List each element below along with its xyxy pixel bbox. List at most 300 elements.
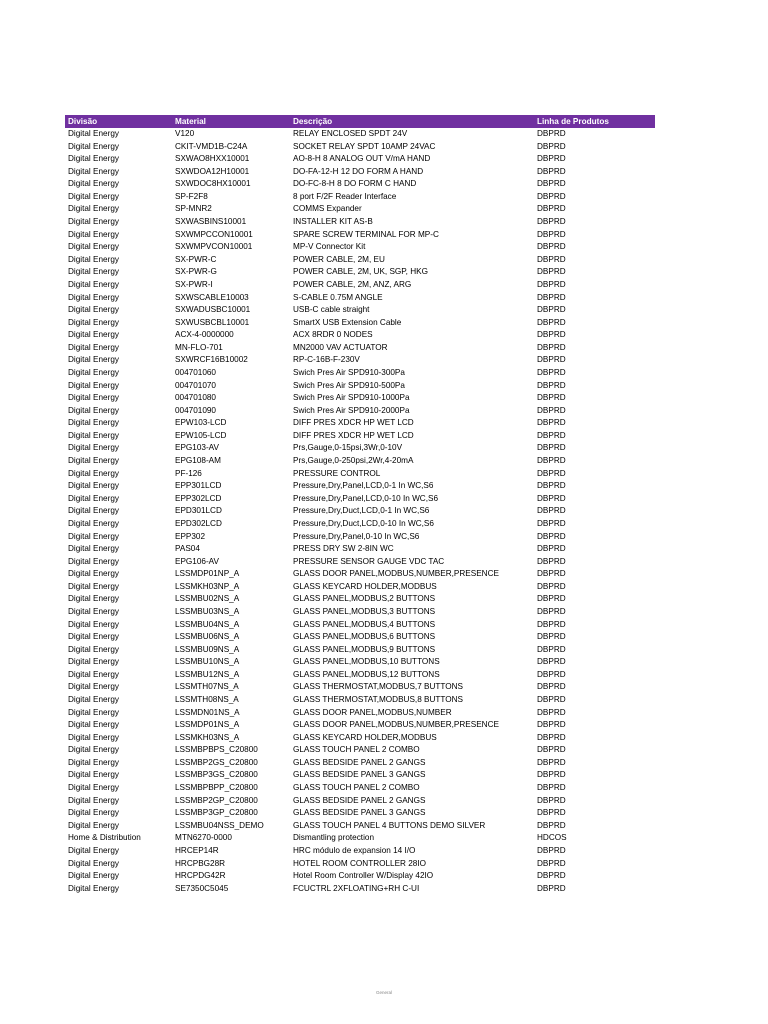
table-row [65,518,655,531]
cell-divisao: Digital Energy [68,380,119,390]
cell-descricao: DIFF PRES XDCR HP WET LCD [293,418,414,428]
table-row [65,266,655,279]
cell-linha-de-produtos: DBPRD [537,695,566,705]
cell-material: EPG108-AM [175,456,221,466]
cell-linha-de-produtos: DBPRD [537,330,566,340]
cell-divisao: Digital Energy [68,820,119,830]
cell-descricao: GLASS BEDSIDE PANEL 3 GANGS [293,808,426,818]
cell-linha-de-produtos: DBPRD [537,795,566,805]
cell-material: EPP302 [175,531,206,541]
cell-descricao: Swich Pres Air SPD910-1000Pa [293,393,410,403]
cell-material: SXWASBINS10001 [175,217,247,227]
cell-divisao: Digital Energy [68,481,119,491]
table-row [65,619,655,632]
cell-linha-de-produtos: DBPRD [537,871,566,881]
cell-divisao: Digital Energy [68,581,119,591]
cell-material: LSSMBP3GP_C20800 [175,808,258,818]
cell-linha-de-produtos: DBPRD [537,757,566,767]
cell-descricao: GLASS PANEL,MODBUS,3 BUTTONS [293,606,436,616]
cell-linha-de-produtos: DBPRD [537,154,566,164]
cell-descricao: GLASS PANEL,MODBUS,2 BUTTONS [293,594,436,604]
table-row [65,669,655,682]
cell-divisao: Digital Energy [68,795,119,805]
cell-material: MTN6270-0000 [175,833,232,843]
table-row [65,354,655,367]
table-row [65,568,655,581]
cell-linha-de-produtos: DBPRD [537,531,566,541]
cell-divisao: Digital Energy [68,569,119,579]
cell-divisao: Digital Energy [68,871,119,881]
cell-descricao: GLASS TOUCH PANEL 2 COMBO [293,783,420,793]
table-row [65,543,655,556]
cell-material: HRCPBG28R [175,858,226,868]
cell-linha-de-produtos: DBPRD [537,657,566,667]
table-row [65,707,655,720]
table-row [65,430,655,443]
table-row [65,845,655,858]
cell-descricao: GLASS TOUCH PANEL 2 COMBO [293,745,420,755]
table-row [65,782,655,795]
table-row [65,128,655,141]
cell-material: LSSMBU06NS_A [175,632,240,642]
cell-material: SX-PWR-C [175,254,217,264]
cell-material: LSSMBU09NS_A [175,644,240,654]
cell-descricao: MN2000 VAV ACTUATOR [293,342,388,352]
cell-divisao: Digital Energy [68,229,119,239]
table-row [65,317,655,330]
cell-linha-de-produtos: DBPRD [537,443,566,453]
cell-divisao: Digital Energy [68,430,119,440]
cell-material: EPW103-LCD [175,418,227,428]
table-row [65,380,655,393]
cell-divisao: Digital Energy [68,317,119,327]
table-header-row [65,115,655,128]
cell-linha-de-produtos: DBPRD [537,405,566,415]
cell-divisao: Digital Energy [68,594,119,604]
cell-linha-de-produtos: DBPRD [537,569,566,579]
cell-linha-de-produtos: DBPRD [537,669,566,679]
cell-divisao: Digital Energy [68,707,119,717]
cell-divisao: Digital Energy [68,393,119,403]
cell-material: SXWUSBCBL10001 [175,317,250,327]
header-linha-de-produtos: Linha de Produtos [537,117,609,126]
cell-material: LSSMBU03NS_A [175,606,240,616]
cell-material: LSSMDN01NS_A [175,707,240,717]
table-row [65,392,655,405]
cell-divisao: Digital Energy [68,732,119,742]
table-row [65,254,655,267]
cell-material: EPG106-AV [175,556,219,566]
cell-divisao: Digital Energy [68,669,119,679]
table-row [65,417,655,430]
table-row [65,342,655,355]
cell-descricao: ACX 8RDR 0 NODES [293,330,373,340]
table-row [65,883,655,896]
table-row [65,744,655,757]
cell-material: SXWRCF16B10002 [175,355,248,365]
cell-material: LSSMDP01NP_A [175,569,240,579]
cell-descricao: GLASS PANEL,MODBUS,6 BUTTONS [293,632,436,642]
table-row [65,581,655,594]
cell-material: LSSMBP2GP_C20800 [175,795,258,805]
cell-linha-de-produtos: DBPRD [537,481,566,491]
table-row [65,769,655,782]
cell-descricao: FCUCTRL 2XFLOATING+RH C-UI [293,883,420,893]
table-row [65,178,655,191]
table-row [65,203,655,216]
cell-linha-de-produtos: DBPRD [537,166,566,176]
cell-descricao: GLASS KEYCARD HOLDER,MODBUS [293,581,437,591]
cell-descricao: USB-C cable straight [293,305,370,315]
cell-divisao: Digital Energy [68,845,119,855]
cell-linha-de-produtos: DBPRD [537,254,566,264]
cell-descricao: Hotel Room Controller W/Display 42IO [293,871,434,881]
cell-descricao: GLASS DOOR PANEL,MODBUS,NUMBER,PRESENCE [293,720,499,730]
table-row [65,304,655,317]
table-body [65,128,655,895]
cell-descricao: Swich Pres Air SPD910-2000Pa [293,405,410,415]
cell-divisao: Digital Energy [68,267,119,277]
cell-material: 004701080 [175,393,216,403]
cell-divisao: Digital Energy [68,556,119,566]
cell-descricao: Pressure,Dry,Duct,LCD,0-1 In WC,S6 [293,506,430,516]
cell-descricao: GLASS PANEL,MODBUS,9 BUTTONS [293,644,436,654]
table-row [65,279,655,292]
cell-divisao: Digital Energy [68,657,119,667]
cell-divisao: Digital Energy [68,418,119,428]
cell-linha-de-produtos: DBPRD [537,506,566,516]
table-row [65,405,655,418]
cell-material: EPW105-LCD [175,430,227,440]
cell-linha-de-produtos: DBPRD [537,279,566,289]
cell-descricao: GLASS PANEL,MODBUS,12 BUTTONS [293,669,440,679]
table-row [65,141,655,154]
table-row [65,442,655,455]
cell-linha-de-produtos: DBPRD [537,229,566,239]
cell-divisao: Digital Energy [68,808,119,818]
cell-divisao: Digital Energy [68,279,119,289]
cell-descricao: GLASS BEDSIDE PANEL 3 GANGS [293,770,426,780]
cell-descricao: GLASS THERMOSTAT,MODBUS,7 BUTTONS [293,682,463,692]
cell-descricao: PRESS DRY SW 2-8IN WC [293,544,394,554]
table-row [65,757,655,770]
cell-descricao: GLASS BEDSIDE PANEL 2 GANGS [293,795,426,805]
cell-divisao: Digital Energy [68,783,119,793]
cell-descricao: 8 port F/2F Reader Interface [293,191,397,201]
cell-divisao: Digital Energy [68,141,119,151]
cell-material: 004701090 [175,405,216,415]
cell-descricao: GLASS THERMOSTAT,MODBUS,8 BUTTONS [293,695,463,705]
cell-linha-de-produtos: DBPRD [537,317,566,327]
cell-divisao: Digital Energy [68,355,119,365]
cell-divisao: Digital Energy [68,770,119,780]
table-row [65,468,655,481]
table-row [65,870,655,883]
cell-material: LSSMBPBPS_C20800 [175,745,258,755]
cell-divisao: Digital Energy [68,858,119,868]
cell-divisao: Digital Energy [68,619,119,629]
cell-descricao: Swich Pres Air SPD910-300Pa [293,367,405,377]
cell-divisao: Digital Energy [68,242,119,252]
cell-divisao: Digital Energy [68,883,119,893]
cell-material: SXWMPVCON10001 [175,242,253,252]
cell-material: SP-F2F8 [175,191,208,201]
cell-descricao: INSTALLER KIT AS-B [293,217,373,227]
cell-material: SXWMPCCON10001 [175,229,253,239]
cell-linha-de-produtos: DBPRD [537,619,566,629]
cell-descricao: GLASS DOOR PANEL,MODBUS,NUMBER [293,707,452,717]
cell-descricao: Pressure,Dry,Panel,0-10 In WC,S6 [293,531,420,541]
cell-divisao: Digital Energy [68,405,119,415]
cell-divisao: Digital Energy [68,191,119,201]
cell-material: PAS04 [175,544,200,554]
cell-divisao: Digital Energy [68,644,119,654]
table-row [65,832,655,845]
cell-material: SX-PWR-I [175,279,213,289]
cell-descricao: PRESSURE SENSOR GAUGE VDC TAC [293,556,445,566]
cell-linha-de-produtos: DBPRD [537,129,566,138]
cell-material: PF-126 [175,468,202,478]
cell-divisao: Digital Energy [68,695,119,705]
cell-descricao: GLASS PANEL,MODBUS,10 BUTTONS [293,657,440,667]
cell-linha-de-produtos: DBPRD [537,367,566,377]
table-row [65,656,655,669]
table-row [65,166,655,179]
cell-divisao: Digital Energy [68,204,119,214]
cell-descricao: GLASS TOUCH PANEL 4 BUTTONS DEMO SILVER [293,820,486,830]
cell-descricao: GLASS KEYCARD HOLDER,MODBUS [293,732,437,742]
cell-material: LSSMDP01NS_A [175,720,240,730]
cell-descricao: Dismantling protection [293,833,375,843]
cell-material: HRCPDG42R [175,871,226,881]
cell-descricao: Pressure,Dry,Duct,LCD,0-10 In WC,S6 [293,518,434,528]
table-row [65,719,655,732]
cell-divisao: Home & Distribution [68,833,141,843]
table-row [65,795,655,808]
cell-linha-de-produtos: DBPRD [537,380,566,390]
cell-descricao: Pressure,Dry,Panel,LCD,0-10 In WC,S6 [293,493,438,503]
cell-linha-de-produtos: DBPRD [537,883,566,893]
cell-divisao: Digital Energy [68,129,119,138]
table-row [65,593,655,606]
cell-material: CKIT-VMD1B-C24A [175,141,248,151]
cell-linha-de-produtos: DBPRD [537,745,566,755]
cell-linha-de-produtos: DBPRD [537,393,566,403]
cell-divisao: Digital Energy [68,166,119,176]
cell-material: LSSMBU04NS_A [175,619,240,629]
cell-descricao: PRESSURE CONTROL [293,468,381,478]
cell-descricao: SmartX USB Extension Cable [293,317,402,327]
cell-material: SXWDOA12H10001 [175,166,250,176]
cell-descricao: HOTEL ROOM CONTROLLER 28IO [293,858,426,868]
cell-material: LSSMBP2GS_C20800 [175,757,258,767]
cell-divisao: Digital Energy [68,367,119,377]
cell-linha-de-produtos: DBPRD [537,342,566,352]
cell-material: LSSMBU04NSS_DEMO [175,820,264,830]
cell-linha-de-produtos: DBPRD [537,267,566,277]
cell-linha-de-produtos: DBPRD [537,493,566,503]
table-row [65,820,655,833]
cell-divisao: Digital Energy [68,456,119,466]
table-row [65,216,655,229]
cell-linha-de-produtos: DBPRD [537,355,566,365]
cell-linha-de-produtos: DBPRD [537,141,566,151]
product-table [65,115,655,895]
cell-linha-de-produtos: DBPRD [537,430,566,440]
cell-descricao: Prs,Gauge,0-15psi,3Wr,0-10V [293,443,403,453]
cell-descricao: SPARE SCREW TERMINAL FOR MP-C [293,229,439,239]
cell-material: EPD301LCD [175,506,222,516]
cell-divisao: Digital Energy [68,154,119,164]
table-row [65,732,655,745]
table-row [65,505,655,518]
cell-divisao: Digital Energy [68,330,119,340]
header-divisao: Divisão [68,117,98,126]
cell-material: EPG103-AV [175,443,219,453]
table-row [65,556,655,569]
cell-linha-de-produtos: DBPRD [537,594,566,604]
cell-linha-de-produtos: DBPRD [537,456,566,466]
cell-divisao: Digital Energy [68,179,119,189]
cell-material: LSSMBPBPP_C20800 [175,783,258,793]
cell-divisao: Digital Energy [68,544,119,554]
cell-linha-de-produtos: DBPRD [537,305,566,315]
table-row [65,229,655,242]
table-row [65,807,655,820]
cell-linha-de-produtos: DBPRD [537,858,566,868]
cell-material: SXWADUSBC10001 [175,305,251,315]
cell-divisao: Digital Energy [68,217,119,227]
cell-material: SE7350C5045 [175,883,229,893]
cell-divisao: Digital Energy [68,518,119,528]
table-row [65,367,655,380]
cell-material: 004701070 [175,380,216,390]
cell-descricao: DO-FA-12-H 12 DO FORM A HAND [293,166,424,176]
cell-material: LSSMBP3GS_C20800 [175,770,258,780]
cell-linha-de-produtos: DBPRD [537,418,566,428]
cell-divisao: Digital Energy [68,720,119,730]
cell-linha-de-produtos: DBPRD [537,820,566,830]
cell-divisao: Digital Energy [68,682,119,692]
cell-divisao: Digital Energy [68,606,119,616]
cell-linha-de-produtos: DBPRD [537,732,566,742]
cell-divisao: Digital Energy [68,531,119,541]
cell-linha-de-produtos: DBPRD [537,682,566,692]
cell-descricao: Prs,Gauge,0-250psi,2Wr,4-20mA [293,456,414,466]
cell-material: EPD302LCD [175,518,222,528]
table-row [65,480,655,493]
cell-material: EPP301LCD [175,481,222,491]
cell-material: LSSMTH08NS_A [175,695,239,705]
table-row [65,493,655,506]
cell-material: V120 [175,129,195,138]
cell-descricao: Swich Pres Air SPD910-500Pa [293,380,405,390]
cell-descricao: HRC módulo de expansion 14 I/O [293,845,416,855]
cell-divisao: Digital Energy [68,254,119,264]
cell-descricao: S-CABLE 0.75M ANGLE [293,292,383,302]
cell-descricao: POWER CABLE, 2M, UK, SGP, HKG [293,267,428,277]
cell-descricao: SOCKET RELAY SPDT 10AMP 24VAC [293,141,436,151]
cell-divisao: Digital Energy [68,342,119,352]
cell-linha-de-produtos: HDCOS [537,833,567,843]
cell-linha-de-produtos: DBPRD [537,179,566,189]
cell-material: LSSMBU02NS_A [175,594,240,604]
cell-descricao: DO-FC-8-H 8 DO FORM C HAND [293,179,417,189]
cell-linha-de-produtos: DBPRD [537,581,566,591]
cell-material: SX-PWR-G [175,267,217,277]
cell-descricao: COMMS Expander [293,204,362,214]
cell-linha-de-produtos: DBPRD [537,556,566,566]
cell-linha-de-produtos: DBPRD [537,632,566,642]
table-row [65,606,655,619]
cell-linha-de-produtos: DBPRD [537,242,566,252]
cell-descricao: Pressure,Dry,Panel,LCD,0-1 In WC,S6 [293,481,434,491]
cell-divisao: Digital Energy [68,745,119,755]
cell-linha-de-produtos: DBPRD [537,644,566,654]
cell-linha-de-produtos: DBPRD [537,808,566,818]
cell-linha-de-produtos: DBPRD [537,518,566,528]
cell-material: ACX-4-0000000 [175,330,234,340]
cell-linha-de-produtos: DBPRD [537,217,566,227]
cell-divisao: Digital Energy [68,292,119,302]
cell-descricao: GLASS DOOR PANEL,MODBUS,NUMBER,PRESENCE [293,569,499,579]
cell-descricao: POWER CABLE, 2M, ANZ, ARG [293,279,412,289]
table-row [65,153,655,166]
cell-linha-de-produtos: DBPRD [537,606,566,616]
cell-linha-de-produtos: DBPRD [537,845,566,855]
cell-descricao: GLASS BEDSIDE PANEL 2 GANGS [293,757,426,767]
classification-label: General [375,990,392,995]
cell-material: SP-MNR2 [175,204,212,214]
table-row [65,694,655,707]
cell-linha-de-produtos: DBPRD [537,707,566,717]
cell-material: LSSMKH03NS_A [175,732,240,742]
cell-descricao: RELAY ENCLOSED SPDT 24V [293,129,408,138]
cell-divisao: Digital Energy [68,468,119,478]
cell-descricao: POWER CABLE, 2M, EU [293,254,385,264]
cell-descricao: RP-C-16B-F-230V [293,355,360,365]
cell-linha-de-produtos: DBPRD [537,544,566,554]
cell-descricao: MP-V Connector Kit [293,242,366,252]
table-row [65,329,655,342]
cell-divisao: Digital Energy [68,506,119,516]
cell-divisao: Digital Energy [68,757,119,767]
table-row [65,858,655,871]
cell-divisao: Digital Energy [68,493,119,503]
header-descricao: Descrição [293,117,333,126]
table-row [65,644,655,657]
table-row [65,631,655,644]
table-row [65,241,655,254]
cell-material: LSSMBU10NS_A [175,657,240,667]
cell-divisao: Digital Energy [68,305,119,315]
cell-linha-de-produtos: DBPRD [537,720,566,730]
cell-linha-de-produtos: DBPRD [537,292,566,302]
cell-material: EPP302LCD [175,493,222,503]
table-row [65,292,655,305]
cell-linha-de-produtos: DBPRD [537,770,566,780]
cell-material: MN-FLO-701 [175,342,223,352]
cell-material: SXWDOC8HX10001 [175,179,251,189]
cell-material: HRCEP14R [175,845,219,855]
cell-material: SXWSCABLE10003 [175,292,249,302]
cell-material: LSSMKH03NP_A [175,581,240,591]
cell-divisao: Digital Energy [68,443,119,453]
cell-linha-de-produtos: DBPRD [537,468,566,478]
cell-material: LSSMTH07NS_A [175,682,239,692]
cell-linha-de-produtos: DBPRD [537,783,566,793]
table-row [65,531,655,544]
